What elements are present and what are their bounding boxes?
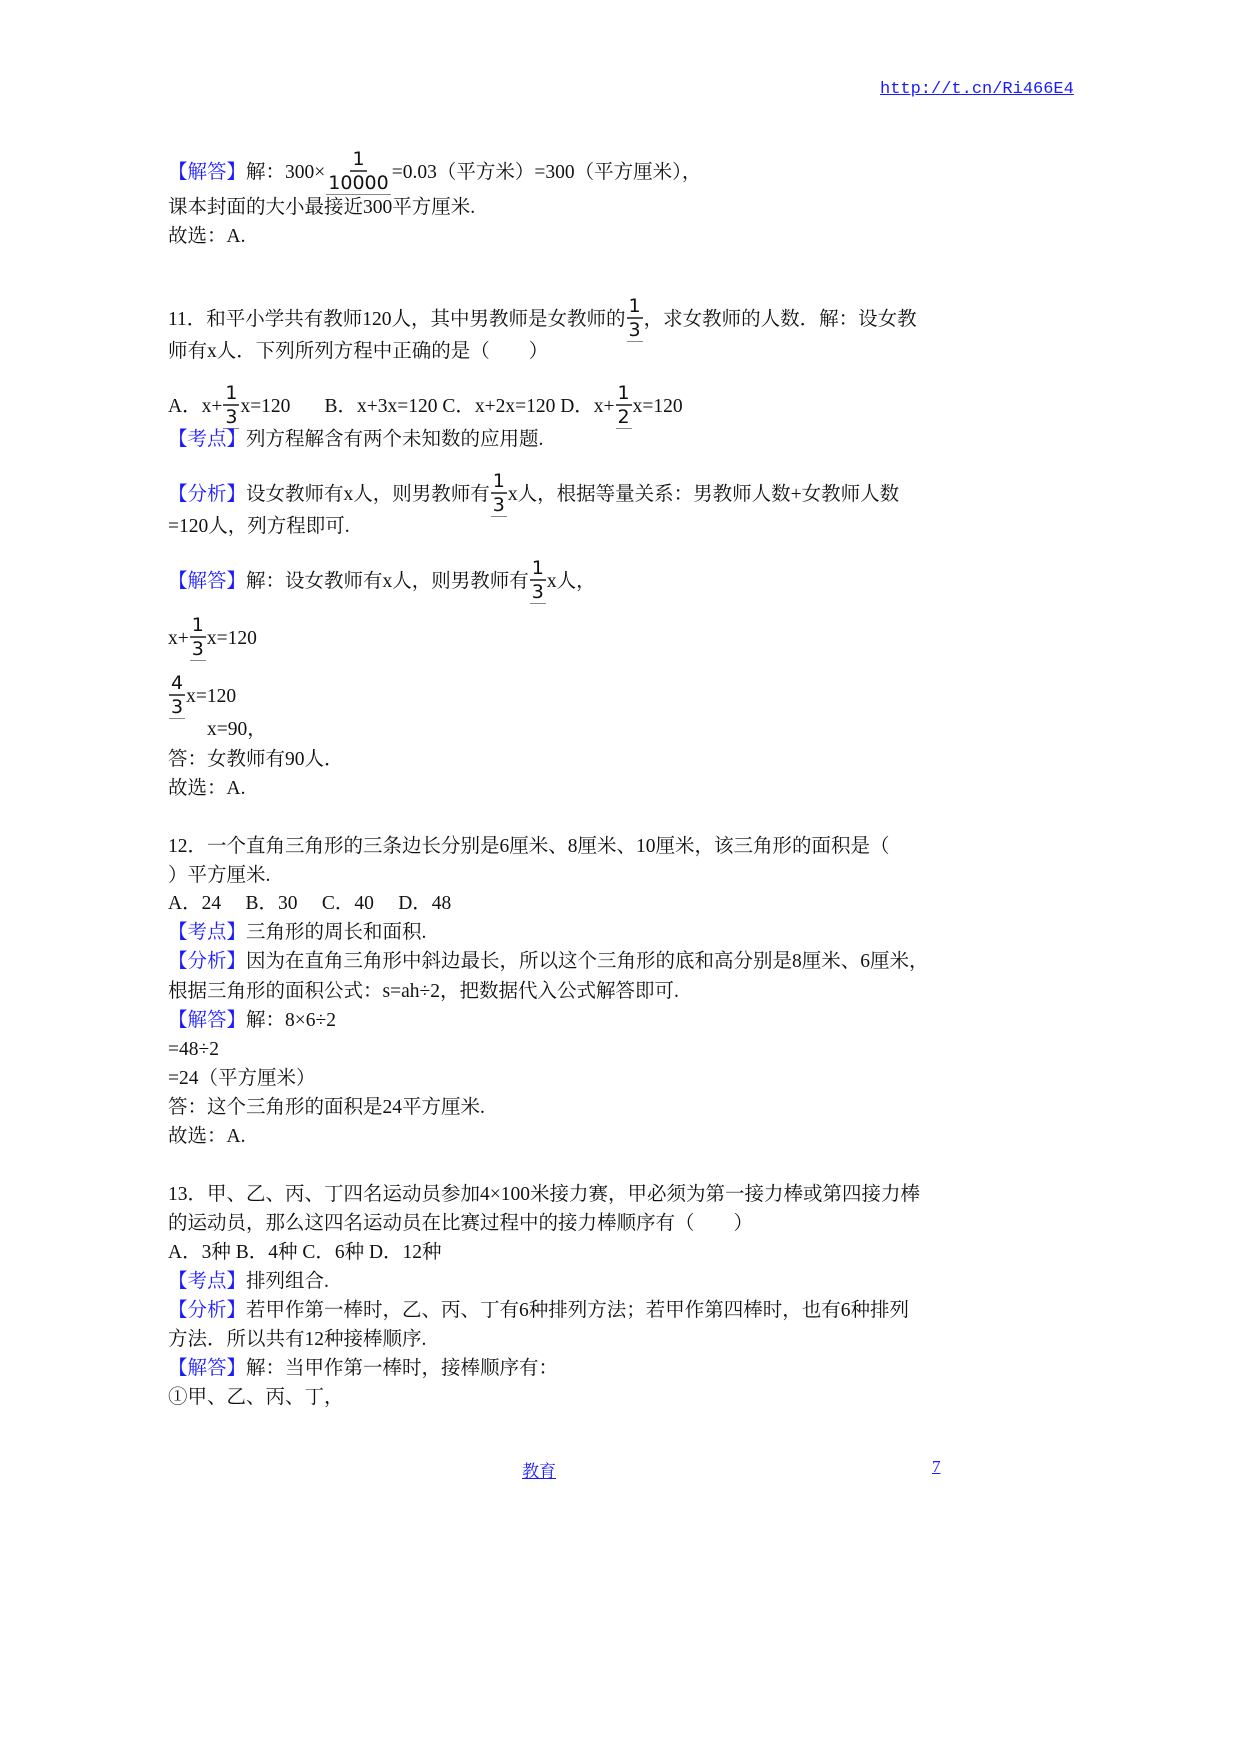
fraction	[530, 557, 546, 604]
text-line: 师有x人．下列所列方程中正确的是（ ）	[168, 341, 549, 362]
text-line: 课本封面的大小最接近300平方厘米.	[168, 197, 476, 218]
numerator: 1	[225, 382, 238, 404]
text: 11．和平小学共有教师120人，其中男教师是女教师的	[168, 308, 626, 330]
equation-line: x=90，	[207, 719, 267, 740]
fraction	[491, 470, 507, 517]
fraction	[169, 672, 185, 719]
text: x=120	[240, 395, 291, 417]
numerator: 1	[531, 557, 544, 579]
fraction	[627, 295, 643, 342]
equation-line: =48÷2	[168, 1039, 219, 1060]
q12-question: 12．一个直角三角形的三条边长分别是6厘米、8厘米、10厘米，该三角形的面积是（	[168, 836, 890, 857]
fenxi-tag: 【分析】	[168, 483, 247, 505]
kaodian-tag: 【考点】	[168, 429, 247, 450]
text-line: 根据三角形的面积公式：s=ah÷2，把数据代入公式解答即可.	[168, 981, 679, 1002]
fenxi-tag: 【分析】	[168, 951, 247, 972]
numerator: 4	[171, 672, 184, 694]
fraction	[190, 614, 206, 661]
text: ，求女教师的人数．解：设女教	[643, 308, 917, 330]
page-number[interactable]: 7	[932, 1457, 941, 1476]
q11-kaodian	[168, 428, 543, 452]
kaodian-tag: 【考点】	[168, 1271, 247, 1292]
q11-fenxi	[168, 472, 899, 519]
text: 解：设女教师有x人，则男教师有	[246, 570, 529, 592]
q10-solution-line	[168, 150, 701, 197]
denominator: 3	[531, 581, 544, 603]
text: B．x+3x=120 C．x+2x=120 D．x+	[324, 395, 615, 417]
text-line: =120人，列方程即可.	[168, 516, 350, 537]
text: 设女教师有x人，则男教师有	[246, 483, 490, 505]
text: 解：8×6÷2	[246, 1010, 336, 1031]
denominator: 3	[171, 696, 184, 718]
text: x=120	[206, 627, 257, 649]
footer-link[interactable]: 教育	[522, 1462, 556, 1481]
denominator: 3	[492, 494, 505, 516]
text: 解：当甲作第一棒时，接棒顺序有：	[246, 1358, 559, 1379]
q13-options: A．3种 B．4种 C．6种 D．12种	[168, 1242, 442, 1263]
answer-line: 答：女教师有90人．	[168, 749, 344, 770]
text: x人，	[546, 570, 596, 592]
equation-line: =24（平方厘米）	[168, 1068, 316, 1089]
text: 列方程解含有两个未知数的应用题.	[246, 429, 544, 450]
text-line: 的运动员，那么这四名运动员在比赛过程中的接力棒顺序有（ ）	[168, 1213, 754, 1234]
answer-choice-line: 故选：A.	[168, 226, 246, 247]
text-line: ）平方厘米.	[168, 865, 271, 886]
text-line: 方法．所以共有12种接棒顺序.	[168, 1329, 427, 1350]
text: =0.03（平方米）=300（平方厘米），	[391, 161, 702, 183]
answer-line: 答：这个三角形的面积是24平方厘米.	[168, 1097, 485, 1118]
numerator: 1	[191, 614, 204, 636]
denominator: 3	[628, 319, 641, 341]
text: 因为在直角三角形中斜边最长，所以这个三角形的底和高分别是8厘米、6厘米，	[246, 951, 929, 972]
header-link[interactable]: http://t.cn/Ri466E4	[880, 80, 1074, 99]
numerator: 1	[617, 382, 630, 404]
solution-tag: 【解答】	[168, 161, 247, 183]
q11-options	[168, 384, 683, 431]
text: x=120	[632, 395, 683, 417]
numerator: 1	[352, 148, 365, 170]
denominator: 10000	[328, 172, 389, 194]
text: 排列组合.	[246, 1271, 329, 1292]
text: x+	[168, 627, 189, 649]
equation-line	[168, 674, 236, 721]
answer-choice-line: 故选：A.	[168, 1126, 246, 1147]
denominator: 3	[191, 638, 204, 660]
denominator: 3	[225, 406, 238, 428]
text: x=120	[186, 685, 237, 707]
q13-question: 13．甲、乙、丙、丁四名运动员参加4×100米接力赛，甲必须为第一接力棒或第四接力棒	[168, 1184, 920, 1205]
equation-line	[168, 616, 257, 663]
text: 若甲作第一棒时，乙、丙、丁有6种排列方法；若甲作第四棒时，也有6种排列	[246, 1300, 910, 1321]
q11-jieda	[168, 559, 596, 606]
text: 三角形的周长和面积.	[246, 922, 427, 943]
kaodian-tag: 【考点】	[168, 922, 247, 943]
solution-tag: 【解答】	[168, 1358, 247, 1379]
fraction	[326, 148, 390, 195]
denominator: 2	[617, 406, 630, 428]
q12-options: A．24 B．30 C．40 D．48	[168, 893, 452, 914]
fraction	[223, 382, 239, 429]
numerator: 1	[492, 470, 505, 492]
text: x人，根据等量关系：男教师人数+女教师人数	[507, 483, 900, 505]
q11-question	[168, 297, 917, 344]
text-line: ①甲、乙、丙、丁，	[168, 1387, 344, 1408]
solution-tag: 【解答】	[168, 570, 247, 592]
solution-tag: 【解答】	[168, 1010, 247, 1031]
fraction	[616, 382, 632, 429]
text: A．x+	[168, 395, 223, 417]
text: 解：300×	[246, 161, 326, 183]
numerator: 1	[628, 295, 641, 317]
fenxi-tag: 【分析】	[168, 1300, 247, 1321]
answer-choice-line: 故选：A.	[168, 778, 246, 799]
